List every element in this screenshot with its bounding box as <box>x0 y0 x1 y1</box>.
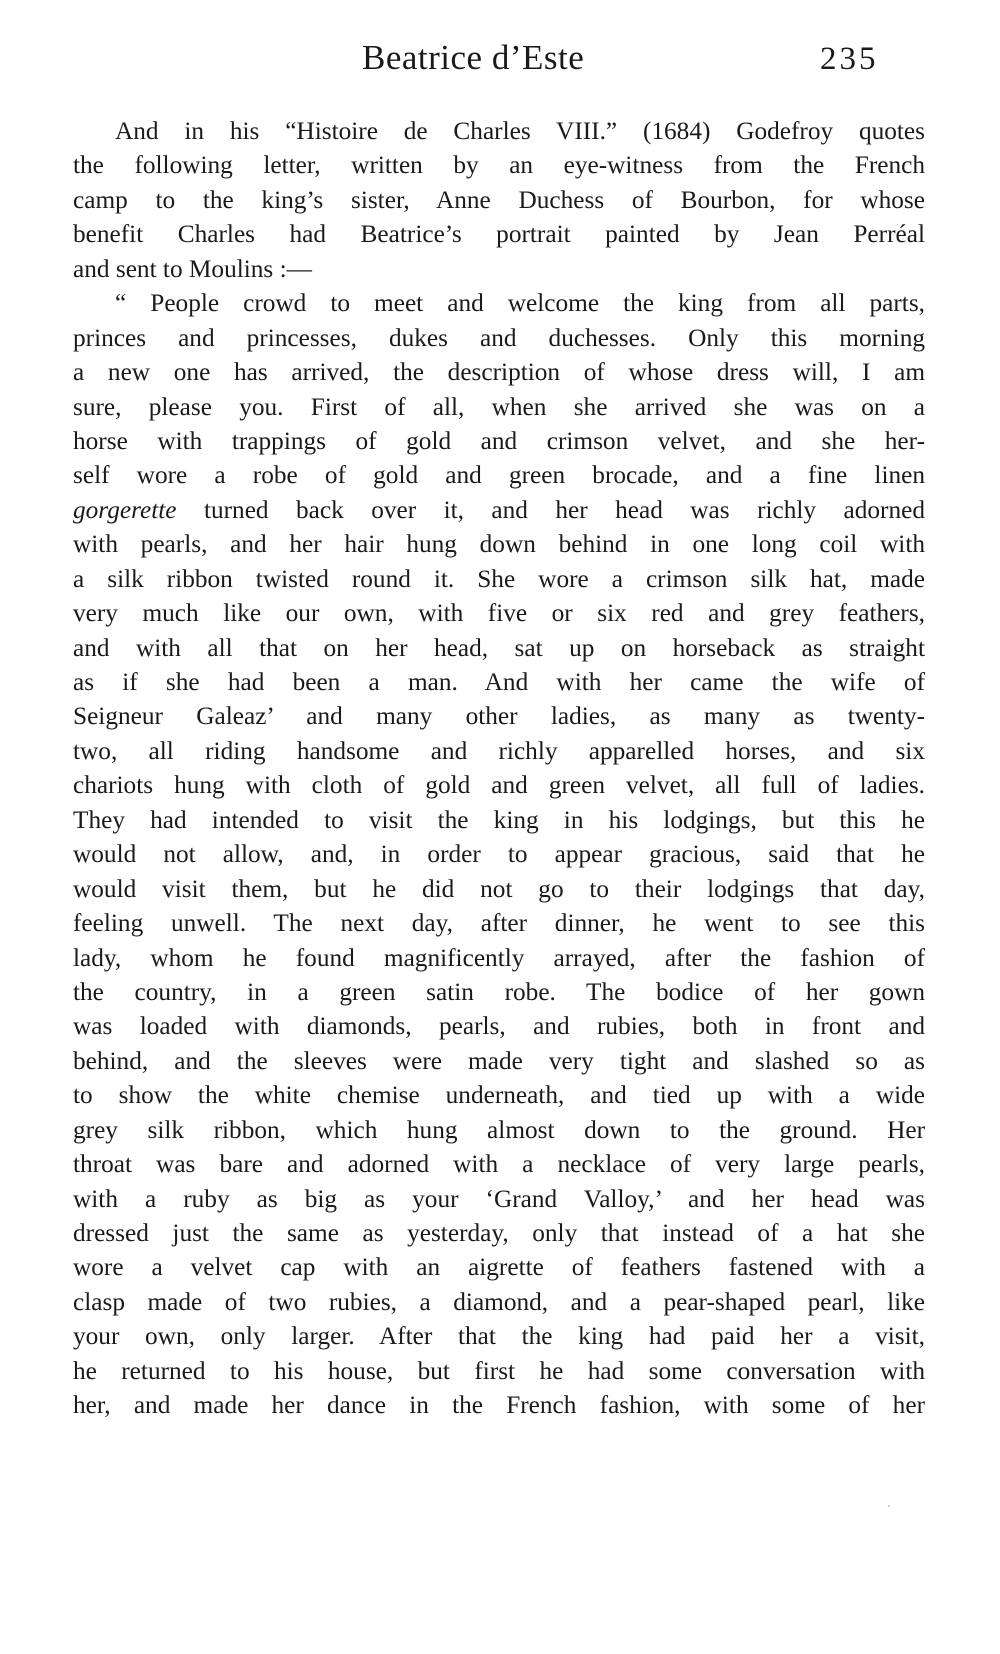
paragraph-intro <box>73 114 925 286</box>
text-line: would not allow, and, in order to appear gracious, said that he <box>73 840 925 869</box>
text-line: two, all riding handsome and richly apparelled horses, and six <box>73 736 925 765</box>
text-line: was loaded with diamonds, pearls, and rubies, both in front and <box>73 1012 925 1041</box>
text-line: throat was bare and adorned with a necklace of very large pearls, <box>73 1150 925 1179</box>
text-line: with pearls, and her hair hung down behind in one long coil with <box>73 530 925 559</box>
text-line: clasp made of two rubies, a diamond, and a pear-shaped pearl, like <box>73 1287 925 1316</box>
text-line: grey silk ribbon, which hung almost down to the ground. Her <box>73 1115 925 1144</box>
text-line: a new one has arrived, the description of whose dress will, I am <box>73 358 925 387</box>
text-line: very much like our own, with five or six red and grey feathers, <box>73 599 925 628</box>
text-line: would visit them, but he did not go to their lodgings that day, <box>73 874 925 903</box>
text-line: chariots hung with cloth of gold and green velvet, all full of ladies. <box>73 771 925 800</box>
text-line: lady, whom he found magnificently arrayed, after the fashion of <box>73 943 925 972</box>
text-line: behind, and the sleeves were made very tight and slashed so as <box>73 1046 925 1075</box>
text-line: princes and princesses, dukes and duchesses. Only this morning <box>73 323 925 352</box>
text-line: And in his “Histoire de Charles VIII.” (1684) Godefroy quotes <box>115 117 925 145</box>
running-head <box>0 38 1000 88</box>
text-line: horse with trappings of gold and crimson velvet, and she her- <box>73 426 925 455</box>
text-line: dressed just the same as yesterday, only that instead of a hat she <box>73 1219 925 1247</box>
text-line: sure, please you. First of all, when she arrived she was on a <box>73 392 925 421</box>
running-title: Beatrice d’Este <box>362 38 585 77</box>
text-line: camp to the king’s sister, Anne Duchess of Bourbon, for whose <box>73 185 925 214</box>
text-line: Seigneur Galeaz’ and many other ladies, as many as twenty- <box>73 702 925 731</box>
text-line: her, and made her dance in the French fashion, with some of her <box>73 1391 925 1420</box>
paragraph-letter <box>73 286 925 1422</box>
text-line: They had intended to visit the king in his lodgings, but this he <box>73 805 925 834</box>
text-line: to show the white chemise underneath, and tied up with a wide <box>73 1081 925 1110</box>
page-number: 235 <box>820 41 879 77</box>
body-text <box>73 114 925 1423</box>
text-line: gorgerette turned back over it, and her head was richly adorned <box>73 495 925 524</box>
text-line: your own, only larger. After that the king had paid her a visit, <box>73 1322 925 1351</box>
page-speck <box>888 1505 890 1507</box>
text-line: and sent to Moulins :— <box>73 254 312 283</box>
text-line: he returned to his house, but first he had some conversation with <box>73 1356 925 1385</box>
text-line: feeling unwell. The next day, after dinner, he went to see this <box>73 909 925 938</box>
text-line: a silk ribbon twisted round it. She wore a crimson silk hat, made <box>73 564 925 593</box>
text-line: and with all that on her head, sat up on horseback as straight <box>73 633 925 662</box>
text-line: wore a velvet cap with an aigrette of feathers fastened with a <box>73 1253 925 1282</box>
italic-term: gorgerette <box>73 495 177 524</box>
text-line: the following letter, written by an eye-witness from the French <box>73 151 925 180</box>
text-line: with a ruby as big as your ‘Grand Valloy,’ and her head was <box>73 1184 925 1213</box>
text-line: self wore a robe of gold and green brocade, and a fine linen <box>73 461 925 490</box>
text-line: benefit Charles had Beatrice’s portrait painted by Jean Perréal <box>73 220 925 249</box>
text-line: “ People crowd to meet and welcome the king from all parts, <box>115 289 925 318</box>
text-line: the country, in a green satin robe. The bodice of her gown <box>73 977 925 1006</box>
text-line: as if she had been a man. And with her came the wife of <box>73 668 925 696</box>
